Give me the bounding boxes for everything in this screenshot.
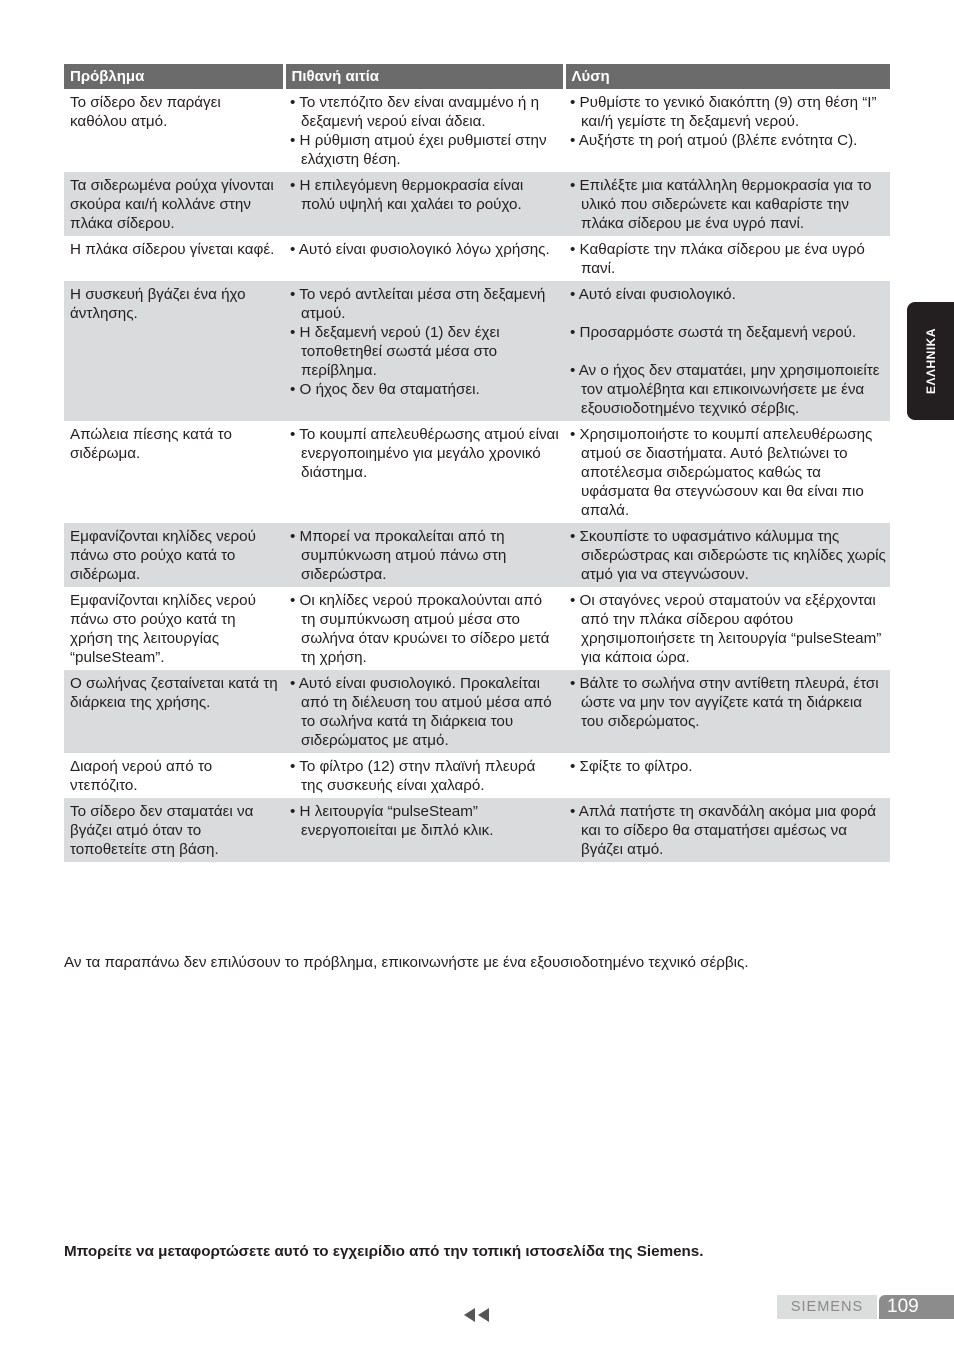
- bullet-icon: •: [290, 592, 300, 609]
- solution-cell: [564, 587, 890, 670]
- table-row: [64, 587, 890, 670]
- cause-cell: [284, 89, 564, 172]
- problem-cell: Το σίδερο δεν παράγει καθόλου ατμό.: [70, 94, 221, 130]
- problem-cell: Η συσκευή βγάζει ένα ήχο άντλησης.: [64, 281, 284, 421]
- bullet-icon: •: [570, 286, 579, 303]
- solution-item: [570, 527, 886, 584]
- table-row: [64, 89, 890, 172]
- bullet-icon: •: [570, 132, 579, 149]
- cause-cell: [284, 281, 564, 421]
- table-row: [64, 670, 890, 753]
- item-text: Ρυθμίστε το γενικό διακόπτη (9) στη θέση “I” και/ή γεμίστε τη δεξαμενή νερού.: [579, 94, 877, 130]
- language-tab-label: ΕΛΛΗΝΙΚΑ: [923, 327, 938, 395]
- solution-cell: [564, 172, 890, 236]
- cause-item: [290, 757, 560, 795]
- cause-item: [290, 240, 560, 259]
- bullet-icon: •: [290, 426, 300, 443]
- service-note: Αν τα παραπάνω δεν επιλύσουν το πρόβλημα, επικοινωνήστε με ένα εξουσιοδοτημένο τεχνικό σέρβις.: [64, 954, 749, 971]
- cause-item: [290, 674, 560, 750]
- header-cause: Πιθανή αιτία: [284, 64, 564, 89]
- bullet-icon: •: [570, 426, 580, 443]
- cause-item: [290, 323, 560, 380]
- table-row: [64, 421, 890, 523]
- item-text: Η επιλεγόμενη θερμοκρασία είναι πολύ υψηλή και χαλάει το ρούχο.: [299, 177, 524, 213]
- table-row: [64, 281, 890, 421]
- download-note: Μπορείτε να μεταφορτώσετε αυτό το εγχειρίδιο από την τοπική ιστοσελίδα της Siemens.: [64, 1243, 704, 1260]
- bullet-icon: •: [290, 286, 300, 303]
- item-text: Χρησιμοποιήστε το κουμπί απελευθέρωσης ατμού σε διαστήματα. Αυτό βελτιώνει το αποτέλεσμα σιδερώματος καθώς τα υφάσματα θα στεγνώσουν και θα είναι πιο απαλά.: [579, 426, 873, 519]
- solution-cell: [564, 281, 890, 421]
- troubleshooting-table: [64, 64, 890, 862]
- page-number: 109: [879, 1295, 954, 1319]
- solution-item: [570, 240, 886, 278]
- item-text: Οι κηλίδες νερού προκαλούνται από τη συμπύκνωση ατμού μέσα στο σωλήνα όταν κρυώνει το σίδερο μετά τη χρήση.: [299, 592, 550, 666]
- bullet-icon: •: [570, 528, 580, 545]
- solution-cell: [564, 753, 890, 798]
- item-text: Σκουπίστε το υφασμάτινο κάλυμμα της σιδερώστρας και σιδερώστε τις κηλίδες χωρίς ατμό για να στεγνώσουν.: [579, 528, 886, 583]
- table-row: [64, 753, 890, 798]
- cause-item: [290, 285, 560, 323]
- problem-cell: Τα σιδερωμένα ρούχα γίνονται σκούρα και/ή κολλάνε στην πλάκα σίδερου.: [64, 172, 284, 236]
- problem-cell: Το σίδερο δεν σταματάει να βγάζει ατμό όταν το τοποθετείτε στη βάση.: [64, 798, 284, 862]
- solution-item: [570, 674, 886, 731]
- item-text: Το φίλτρο (12) στην πλαϊνή πλευρά της συσκευής είναι χαλαρό.: [299, 758, 536, 794]
- problem-cell: Διαροή νερού από το ντεπόζιτο.: [70, 758, 213, 794]
- solution-cell: [564, 421, 890, 523]
- solution-item: [570, 425, 886, 520]
- cause-item: [290, 131, 560, 169]
- solution-cell: [564, 89, 890, 172]
- brand-label: SIEMENS: [777, 1295, 877, 1319]
- bullet-icon: •: [290, 94, 300, 111]
- item-text: Οι σταγόνες νερού σταματούν να εξέρχονται από την πλάκα σίδερου αφότου χρησιμοποιήσετε τη λειτουργία “pulseSteam” για κάποια ώρα.: [579, 592, 882, 666]
- language-tab: [907, 302, 954, 420]
- solution-item: [570, 285, 886, 304]
- problem-cell: Ο σωλήνας ζεσταίνεται κατά τη διάρκεια της χρήσης.: [64, 670, 284, 753]
- cause-item: [290, 591, 560, 667]
- bullet-icon: •: [290, 758, 300, 775]
- bullet-icon: •: [570, 241, 580, 258]
- cause-item: [290, 425, 560, 482]
- bullet-icon: •: [570, 803, 579, 820]
- item-text: Το κουμπί απελευθέρωσης ατμού είναι ενεργοποιημένο για μεγάλο χρονικό διάστημα.: [299, 426, 559, 481]
- item-text: Αυτό είναι φυσιολογικό λόγω χρήσης.: [298, 241, 550, 258]
- bullet-icon: •: [290, 241, 299, 258]
- solution-item: [570, 323, 886, 342]
- item-text: Το νερό αντλείται μέσα στη δεξαμενή ατμού.: [299, 286, 546, 322]
- cause-cell: [284, 753, 564, 798]
- solution-cell: [564, 670, 890, 753]
- item-text: Αν ο ήχος δεν σταματάει, μην χρησιμοποιείτε τον ατμολέβητα και επικοινωνήσετε με ένα εξουσιοδοτημένο τεχνικό σέρβις.: [578, 362, 880, 417]
- bullet-icon: •: [290, 528, 300, 545]
- table-header-row: [64, 64, 890, 89]
- solution-cell: [564, 798, 890, 862]
- table-row: [64, 236, 890, 281]
- cause-cell: [284, 587, 564, 670]
- solution-item: [570, 131, 886, 150]
- item-text: Προσαρμόστε σωστά τη δεξαμενή νερού.: [579, 324, 857, 341]
- item-text: Μπορεί να προκαλείται από τη συμπύκνωση ατμού πάνω στη σιδερώστρα.: [299, 528, 507, 583]
- bullet-icon: •: [570, 592, 580, 609]
- table-row: [64, 798, 890, 862]
- cause-cell: [284, 236, 564, 281]
- solution-item: [570, 757, 886, 776]
- solution-cell: [564, 236, 890, 281]
- bullet-icon: •: [570, 94, 580, 111]
- item-text: Καθαρίστε την πλάκα σίδερου με ένα υγρό πανί.: [579, 241, 865, 277]
- item-text: Η δεξαμενή νερού (1) δεν έχει τοποθετηθεί σωστά μέσα στο περίβλημα.: [299, 324, 500, 379]
- bullet-icon: •: [570, 362, 579, 379]
- solution-cell: [564, 523, 890, 587]
- bullet-icon: •: [290, 132, 300, 149]
- table-row: [64, 523, 890, 587]
- cause-item: [290, 93, 560, 131]
- table-row: [64, 172, 890, 236]
- item-text: Η λειτουργία “pulseSteam” ενεργοποιείται με διπλό κλικ.: [299, 803, 494, 839]
- bullet-icon: •: [570, 177, 580, 194]
- cause-cell: [284, 670, 564, 753]
- item-text: Βάλτε το σωλήνα στην αντίθετη πλευρά, έτσι ώστε να μην τον αγγίζετε κατά τη διάρκεια του σιδερώματος.: [579, 675, 879, 730]
- bullet-icon: •: [570, 324, 580, 341]
- problem-cell: Απώλεια πίεσης κατά το σιδέρωμα.: [70, 426, 232, 462]
- header-solution: Λύση: [564, 64, 890, 89]
- cause-item: [290, 380, 560, 399]
- cause-item: [290, 802, 560, 840]
- problem-cell: Εμφανίζονται κηλίδες νερού πάνω στο ρούχο κατά το σιδέρωμα.: [64, 523, 284, 587]
- item-text: Η ρύθμιση ατμού έχει ρυθμιστεί στην ελάχιστη θέση.: [299, 132, 547, 168]
- cause-cell: [284, 421, 564, 523]
- problem-cell: Εμφανίζονται κηλίδες νερού πάνω στο ρούχο κατά τη χρήση της λειτουργίας “pulseSteam”.: [70, 592, 256, 666]
- bullet-icon: •: [290, 177, 300, 194]
- item-text: Ο ήχος δεν θα σταματήσει.: [299, 381, 480, 398]
- cause-cell: [284, 523, 564, 587]
- bullet-icon: •: [290, 324, 300, 341]
- item-text: Αυξήστε τη ροή ατμού (βλέπε ενότητα C).: [578, 132, 858, 149]
- solution-item: [570, 93, 886, 131]
- cause-item: [290, 176, 560, 214]
- cause-cell: [284, 798, 564, 862]
- bullet-icon: •: [570, 675, 580, 692]
- bullet-icon: •: [290, 381, 300, 398]
- cause-item: [290, 527, 560, 584]
- solution-item: [570, 802, 886, 859]
- item-text: Αυτό είναι φυσιολογικό.: [578, 286, 736, 303]
- item-text: Αυτό είναι φυσιολογικό. Προκαλείται από τη διέλευση του ατμού μέσα από το σωλήνα κατά τη διάρκεια του σιδερώματος με ατμό.: [298, 675, 552, 749]
- header-problem: Πρόβλημα: [64, 64, 284, 89]
- bullet-icon: •: [290, 803, 300, 820]
- item-text: Επιλέξτε μια κατάλληλη θερμοκρασία για το υλικό που σιδερώνετε και καθαρίστε την πλάκα σίδερου με ένα υγρό πανί.: [579, 177, 872, 232]
- item-text: Απλά πατήστε τη σκανδάλη ακόμα μια φορά και το σίδερο θα σταματήσει αμέσως να βγάζει ατμό.: [578, 803, 877, 858]
- cause-cell: [284, 172, 564, 236]
- bullet-icon: •: [570, 758, 580, 775]
- double-left-arrow-icon[interactable]: [463, 1307, 491, 1323]
- item-text: Το ντεπόζιτο δεν είναι αναμμένο ή η δεξαμενή νερού είναι άδεια.: [299, 94, 540, 130]
- solution-item: [570, 176, 886, 233]
- bullet-icon: •: [290, 675, 299, 692]
- solution-item: [570, 361, 886, 418]
- item-text: Σφίξτε το φίλτρο.: [579, 758, 693, 775]
- solution-item: [570, 591, 886, 667]
- problem-cell: Η πλάκα σίδερου γίνεται καφέ.: [70, 241, 275, 258]
